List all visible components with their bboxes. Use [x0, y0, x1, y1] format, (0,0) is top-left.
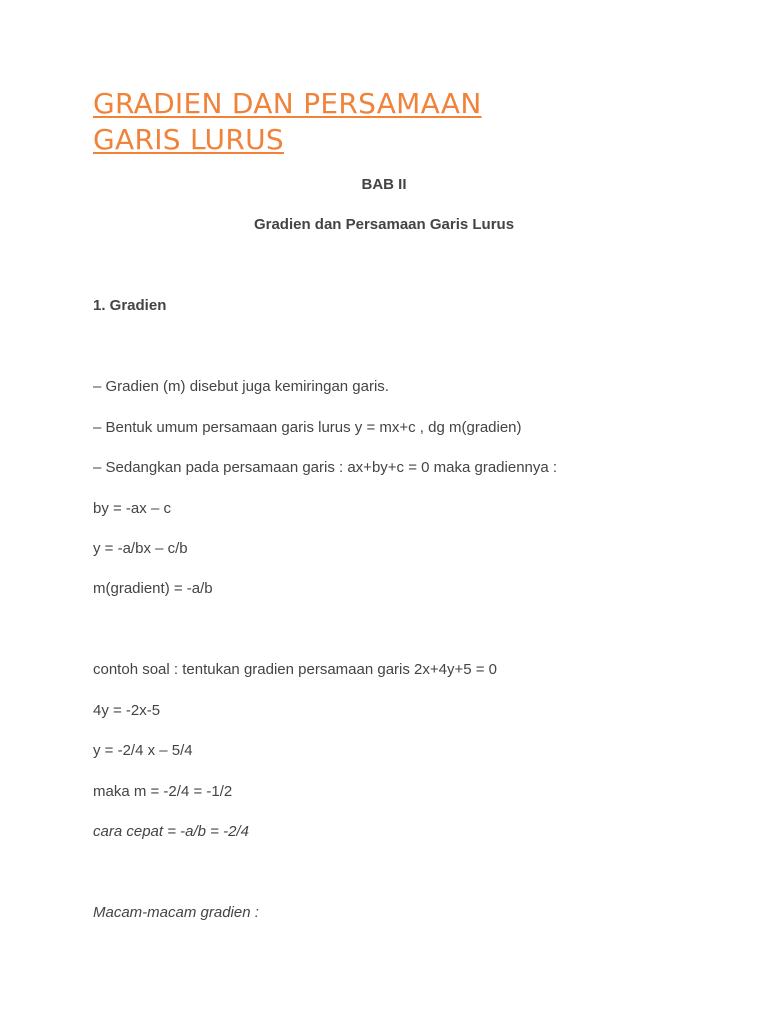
bullet-line: – Gradien (m) disebut juga kemiringan garis. — [93, 378, 389, 395]
example-prompt: contoh soal : tentukan gradien persamaan garis 2x+4y+5 = 0 — [93, 661, 498, 678]
types-heading: Macam-macam gradien : — [93, 904, 259, 921]
derivation-line: m(gradient) = -a/b — [93, 580, 213, 597]
shortcut-note: cara cepat = -a/b = -2/4 — [93, 823, 249, 840]
derivation-line: y = -a/bx – c/b — [93, 540, 188, 557]
title-line-1: GRADIEN DAN PERSAMAAN — [93, 87, 482, 120]
bullet-line: – Bentuk umum persamaan garis lurus y = mx+c , dg m(gradien) — [93, 419, 522, 436]
section-heading: 1. Gradien — [93, 297, 167, 314]
derivation-line: by = -ax – c — [93, 500, 171, 517]
chapter-title: Gradien dan Persamaan Garis Lurus — [253, 216, 515, 233]
example-step: maka m = -2/4 = -1/2 — [93, 783, 233, 800]
bullet-line: – Sedangkan pada persamaan garis : ax+by+c = 0 maka gradiennya : — [93, 459, 558, 476]
example-step: 4y = -2x-5 — [93, 702, 161, 719]
document-title — [93, 86, 563, 158]
title-line-2: GARIS LURUS — [93, 123, 284, 156]
chapter-label: BAB II — [361, 176, 407, 193]
example-step: y = -2/4 x – 5/4 — [93, 742, 193, 759]
